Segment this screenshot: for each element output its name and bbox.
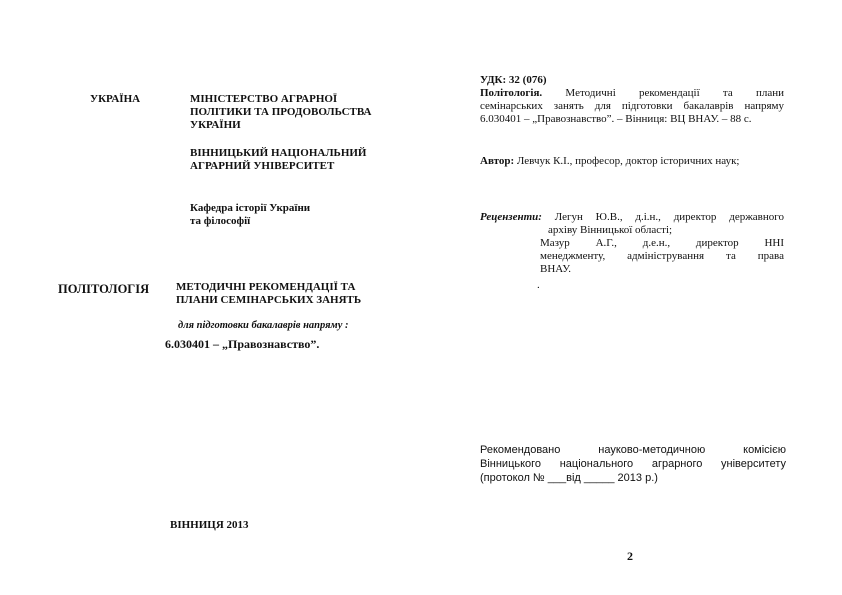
author-line (480, 155, 740, 168)
udk-code: УДК: 32 (076) (480, 74, 547, 86)
reviewer-2-line2: менеджменту, адміністрування та права (540, 250, 784, 262)
biblio-line: 6.030401 – „Правознавство”. – Вінниця: ВЦ ВНАУ. – 88 с. (480, 113, 752, 125)
recommendation-line: Рекомендовано науково-методичною комісією (480, 444, 786, 456)
ministry-name (190, 93, 371, 132)
ministry-line: ПОЛІТИКИ ТА ПРОДОВОЛЬСТВА (190, 106, 372, 118)
biblio-line (480, 87, 784, 100)
stray-dot: . (537, 279, 540, 291)
bibliographic-description (480, 87, 784, 126)
biblio-title: Політологія. (480, 87, 543, 99)
program-code: 6.030401 – „Правознавство”. (165, 337, 320, 351)
subject-title: ПОЛІТОЛОГІЯ (58, 282, 150, 296)
biblio-line: семінарських занять для підготовки бакалаврів напряму (480, 100, 784, 112)
reviewer-2-line1: Мазур А.Г., д.е.н., директор ННІ (540, 237, 784, 249)
recommendation-line: Вінницького національного аграрного університету (480, 458, 786, 470)
reviewer-1-line1: Легун Ю.В., д.і.н., директор державного (541, 211, 784, 223)
reviewer-line (480, 211, 784, 224)
university-name (190, 147, 366, 173)
document-title (176, 281, 361, 307)
recommendation-line: (протокол № ___від _____ 2013 р.) (480, 472, 658, 484)
reviewer-1-line2: архіву Вінницької області; (548, 224, 673, 236)
department-line: Кафедра історії України (190, 202, 311, 214)
university-line: ВІННИЦЬКИЙ НАЦІОНАЛЬНИЙ (190, 147, 367, 159)
document-title-line: МЕТОДИЧНІ РЕКОМЕНДАЦІЇ ТА (176, 281, 356, 293)
recommendation-block (480, 443, 786, 485)
department-name (190, 202, 310, 228)
university-line: АГРАРНИЙ УНІВЕРСИТЕТ (190, 160, 335, 172)
reviewer-2-line3: ВНАУ. (540, 263, 572, 275)
reviewer-2-block (540, 237, 784, 276)
document-title-line: ПЛАНИ СЕМІНАРСЬКИХ ЗАНЯТЬ (176, 294, 362, 306)
author-text: Левчук К.І., професор, доктор історичних наук; (514, 155, 740, 167)
ministry-line: МІНІСТЕРСТВО АГРАРНОЇ (190, 93, 338, 105)
ministry-line: УКРАЇНИ (190, 119, 241, 131)
audience-text: для підготовки бакалаврів напряму : (178, 320, 349, 331)
reviewers-block (480, 211, 784, 237)
city-year: ВІННИЦЯ 2013 (170, 519, 249, 531)
author-label: Автор: (480, 155, 515, 167)
biblio-line1-rest: Методичні рекомендації та плани (542, 87, 784, 99)
reviewers-label: Рецензенти: (480, 211, 542, 223)
page-number: 2 (627, 549, 633, 563)
department-line: та філософії (190, 215, 251, 227)
country-name: УКРАЇНА (90, 93, 141, 105)
